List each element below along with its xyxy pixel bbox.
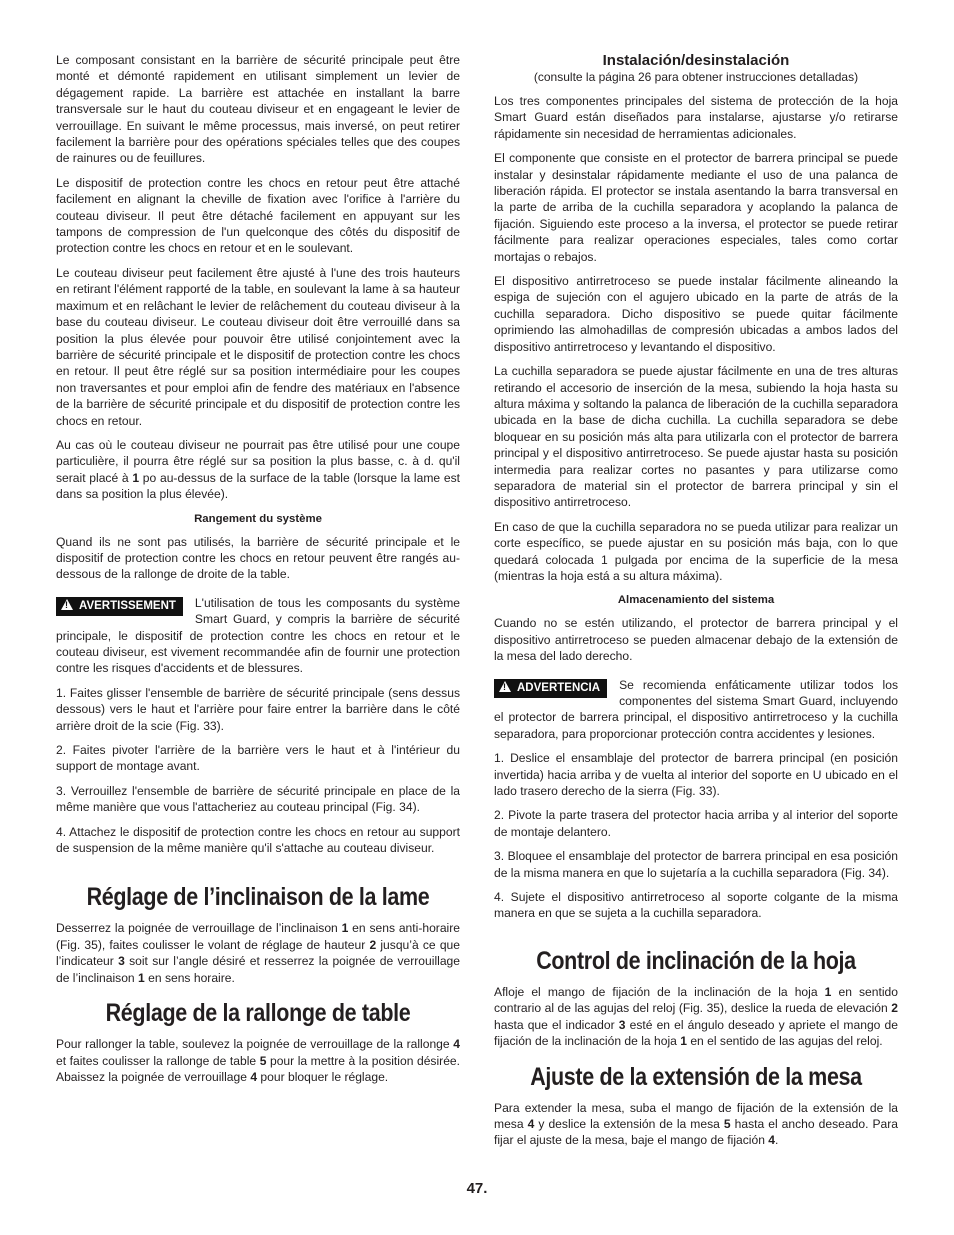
number-ref: 5	[723, 1116, 731, 1131]
text-run: hasta que el indicador	[494, 1017, 619, 1032]
storage-heading: Rangement du système	[194, 512, 322, 525]
paragraph: Le dispositif de protection contre les chocs en retour peut être attaché facilement en alignant la cheville de fixation avec l'orifice à l'arrière du couteau diviseur. Il peut être détaché facilement en appuyant sur les tampons de compression de l'un quelconque des côtés du dispositif de protection contre les chocs en retour et en le soulevant.	[56, 175, 460, 256]
paragraph: La cuchilla separadora se puede ajustar fácilmente en una de tres alturas retirando el accesorio de inserción de la mesa, subiendo la hoja hasta su altura máxima y soltando la palanca de liberación de la cuchilla separadora ubicada en la base de dicha cuchilla. La cuchilla separadora se debe bloquear en su posición más alta para utilizarla con el protector de barrera principal y el dispositivo antirretroceso. Se puede ajustar hasta su posición intermedia para realizar cortes no pasantes y para utilizarse como separadora de material sin el protector de barrera principal y sin el dispositivo antirretroceso.	[494, 364, 898, 510]
number-ref: 1	[680, 1034, 687, 1049]
right-column	[494, 52, 898, 1157]
step-item: 4. Sujete el dispositivo antirretroceso al soporte colgante de la misma manera en que se sujeta a la cuchilla separadora.	[494, 890, 898, 921]
text-run: soit sur l’angle désiré et resserrez la poignée de verrouillage de l’inclinaison	[56, 954, 460, 985]
paragraph: Quand ils ne sont pas utilisés, la barrière de sécurité principale et le dispositif de protection contre les chocs en retour peuvent être rangés au-dessous de la rallonge de droite de la table.	[56, 534, 460, 582]
number-ref: 3	[118, 954, 125, 969]
paragraph: El componente que consiste en el protector de barrera principal se puede instalar y desinstalar rápidamente mediante el uso de una palanca de liberación rápida. El protector se instala asentando la barra transversal en la parte de arriba de la cuchilla separadora y acoplando la palanca de fijación. Siguiendo este proceso a la inversa, el protector se puede retirar fácilmente para realizar operaciones especiales, tales como cortar mortajas o rebajos.	[494, 151, 898, 264]
step-item: 3. Verrouillez l'ensemble de barrière de sécurité principale en place de la même manière que vous l'attacheriez au couteau principal (Fig. 34).	[56, 783, 460, 815]
warning-badge	[56, 597, 183, 616]
number-ref: 4	[768, 1133, 776, 1148]
text-run: hasta el ancho deseado. Para fijar el ajuste de la mesa, baje el mango de fijación	[494, 1116, 898, 1148]
step-item: 1. Deslice el ensamblaje del protector de barrera principal (en posición invertida) hacia arriba y de vuelta al interior del soporte en U ubicado en el lado trasero derecho de la sierra (Fig. 33).	[494, 751, 898, 799]
text-run: Para extender la mesa, suba el mango de fijación de la extensión de la mesa	[494, 1100, 898, 1131]
text-run: et faites coulisser la rallonge de table	[56, 1053, 260, 1068]
install-heading: Instalación/desinstalación	[602, 52, 790, 69]
text-run: en sens horaire.	[144, 970, 235, 985]
warning-label: ADVERTENCIA	[517, 681, 601, 694]
paragraph: Le composant consistant en la barrière de sécurité principale peut être monté et démonté rapidement en utilisant simplement un levier de dégagement rapide. La barrière est attachée en installant la barre transversale sur le haut du couteau diviseur et en engageant le levier de verrouillage. En suivant le même processus, mais inversé, on peut retirer facilement la barrière pour des opérations spéciales telles que des coupes de rainures ou de feuillures.	[56, 53, 460, 166]
section-title-extension: Réglage de la rallonge de table	[105, 999, 411, 1028]
number-ref: 2	[891, 1001, 898, 1016]
paragraph	[56, 1036, 460, 1085]
text-run: Pour rallonger la table, soulevez la poignée de verrouillage de la rallonge	[56, 1037, 454, 1052]
number-ref: 2	[369, 937, 377, 952]
text-run: pour la mettre à la position désirée. Abaissez la poignée de verrouillage	[56, 1053, 461, 1084]
text-run: y deslice la extensión de la mesa	[534, 1116, 724, 1131]
storage-heading: Almacenamiento del sistema	[617, 594, 775, 607]
text-run: esté en el ángulo deseado y apriete el mango de fijación de la inclinación de la hoja	[494, 1017, 898, 1049]
paragraph	[56, 920, 460, 986]
paragraph	[494, 1100, 898, 1149]
warning-paragraph	[494, 677, 898, 743]
section-title-extension: Ajuste de la extensión de la mesa	[530, 1062, 862, 1091]
number-ref: 1	[824, 984, 832, 999]
number-ref: 1	[132, 470, 140, 485]
section-title-bevel: Control de inclinación de la hoja	[536, 946, 856, 975]
warning-badge	[494, 679, 607, 698]
step-item: 2. Pivote la parte trasera del protector hacia arriba y al interior del soporte de montaje delantero.	[494, 808, 898, 839]
paragraph: Cuando no se estén utilizando, el protector de barrera principal y el dispositivo antirretroceso se pueden almacenar debajo de la extensión de la mesa del lado derecho.	[494, 616, 898, 664]
text-run: en sens anti-horaire (Fig. 35), faites coulisser le volant de réglage de hauteur	[56, 921, 460, 952]
text-run: pour bloquer le réglage.	[257, 1069, 389, 1084]
install-note: (consulte la página 26 para obtener instrucciones detalladas)	[533, 70, 859, 84]
paragraph: Los tres componentes principales del sistema de protección de la hoja Smart Guard están diseñados para instalarse, ajustarse y/o retirarse rápidamente sin necesidad de herramientas adicionales.	[494, 94, 898, 141]
step-item: 4. Attachez le dispositif de protection contre les chocs en retour au support de suspension de la même manière qu'il s'attache au couteau diviseur.	[56, 824, 460, 856]
text-run: Au cas où le couteau diviseur ne pourrait pas être utilisé pour une coupe particulière, il pourra être réglé sur sa position la plus basse, c. à d. qu'il serait placé à	[56, 437, 460, 485]
warning-triangle-icon	[61, 599, 73, 610]
step-item: 3. Bloquee el ensamblaje del protector de barrera principal en esa posición de la misma manera en que lo sujetaría a la cuchilla separadora (Fig. 34).	[494, 849, 898, 880]
text-run: Desserrez la poignée de verrouillage de l’inclinaison	[56, 921, 342, 936]
left-column	[56, 52, 460, 1093]
step-item: 2. Faites pivoter l'arrière de la barrière vers le haut et à l'intérieur du support de montage avant.	[56, 743, 460, 774]
text-run: en el sentido de las agujas del reloj.	[686, 1034, 883, 1049]
section-title-bevel: Réglage de l’inclinaison de la lame	[86, 883, 430, 912]
text-run: .	[775, 1133, 779, 1148]
text-run: po au-dessus de la surface de la table (lorsque la lame est dans sa position la plus élevée).	[56, 470, 460, 502]
number-ref: 1	[341, 921, 349, 936]
paragraph	[56, 437, 460, 503]
warning-text: Se recomienda enfáticamente utilizar todos los componentes del sistema Smart Guard, incluyendo el protector de barrera principal, el dispositivo antirretroceso y la cuchilla separadora, para proporcionar protección contra accidentes y lesiones.	[494, 677, 898, 741]
number-ref: 5	[259, 1053, 267, 1068]
text-run: Afloje el mango de fijación de la inclinación de la hoja	[494, 984, 825, 999]
warning-triangle-icon	[499, 681, 511, 692]
number-ref: 4	[453, 1037, 460, 1052]
number-ref: 1	[138, 970, 145, 985]
warning-label: AVERTISSEMENT	[79, 599, 176, 612]
number-ref: 3	[618, 1017, 626, 1032]
paragraph	[494, 984, 898, 1050]
paragraph: El dispositivo antirretroceso se puede instalar fácilmente alineando la espiga de sujeción con el agujero ubicado en la parte de atrás de la cuchilla separadora. Dicho dispositivo se puede quitar fácilmente oprimiendo las almohadillas de compresión ubicadas a ambos lados del dispositivo antirretroceso y levantando el dispositivo.	[494, 274, 898, 354]
text-run: en sentido contrario al de las agujas del reloj (Fig. 35), deslice la rueda de elevación	[494, 984, 898, 1016]
number-ref: 4	[250, 1069, 258, 1084]
paragraph: En caso de que la cuchilla separadora no se pueda utilizar para realizar un corte específico, se puede ajustar en su posición más baja, con lo que quedará colocada 1 pulgada por encima de la superficie de la mesa (mientras la hoja está a su altura máxima).	[494, 519, 898, 583]
text-run: jusqu’à ce que l’indicateur	[56, 937, 460, 969]
paragraph: Le couteau diviseur peut facilement être ajusté à l'une des trois hauteurs en retirant l'élément rapporté de la table, en soulevant la lame à sa hauteur maximum et en relâchant le levier de relâchement du couteau diviseur à la base du couteau diviseur. Le couteau diviseur doit être verrouillé dans sa position la plus élevée pour pouvoir être utilisé conjointement avec la barrière de sécurité principale et le dispositif de protection contre les chocs en retour. Il peut être réglé sur sa position intermédiaire pour les coupes non traversantes et pour emploi afin de fendre des matériaux en l'absence de la barrière de sécurité principale et du dispositif de protection contre les chocs en retour.	[56, 265, 460, 428]
warning-paragraph	[56, 595, 460, 677]
number-ref: 4	[527, 1116, 535, 1131]
step-item: 1. Faites glisser l'ensemble de barrière de sécurité principale (sens dessus dessous) vers le haut et l'arrière pour faire entrer la barrière dans le côté arrière droit de la scie (Fig. 33).	[56, 685, 460, 733]
warning-text: L'utilisation de tous les composants du système Smart Guard, y compris la barrière de sécurité principale, le dispositif de protection contre les chocs en retour et le couteau diviseur, est vivement recommandée afin de fournir une protection contre les risques d'accidents et de blessures.	[56, 595, 460, 676]
page-number: 47.	[466, 1180, 488, 1197]
